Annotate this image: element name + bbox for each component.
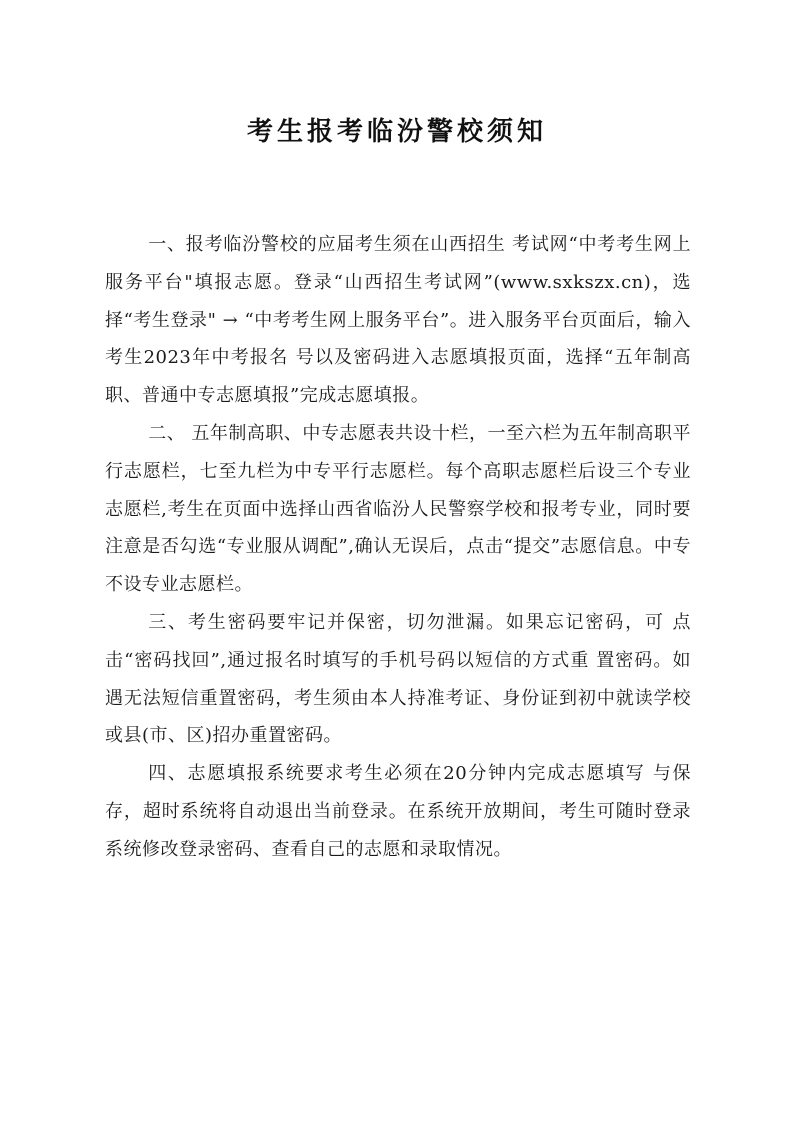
paragraph-4: 四、志愿填报系统要求考生必须在20分钟内完成志愿填写 与保存，超时系统将自动退出当前登录。在系统开放期间，考生可随时登录系统修改登录密码、查看自己的志愿和录取情况。 [105,763,691,860]
paragraph-3: 三、考生密码要牢记并保密，切勿泄漏。如果忘记密码，可 点击“密码找回”,通过报名时填写的手机号码以短信的方式重 置密码。如遇无法短信重置密码，考生须由本人持准考证、身份证到初中就读学校或县(市、区)招办重置密码。 [105,611,691,747]
document-title: 考生报考临汾警校须知 [246,117,547,147]
document-body [105,226,691,869]
paragraph-1: 一、报考临汾警校的应届考生须在山西招生 考试网“中考考生网上服务平台"填报志愿。登录“山西招生考试网”(www.sxkszx.cn)，选择“考生登录" → “中考考生网上服务平台”。进入服务平台页面后，输入考生2023年中考报名 号以及密码进入志愿填报页面，选择“五年制高职、普通中专志愿填报”完成志愿填报。 [105,234,691,407]
paragraph-2: 二、 五年制高职、中专志愿表共设十栏，一至六栏为五年制高职平行志愿栏，七至九栏为中专平行志愿栏。每个高职志愿栏后设三个专业志愿栏,考生在页面中选择山西省临汾人民警察学校和报考专业，同时要注意是否勾选“专业服从调配”,确认无误后，点击“提交”志愿信息。中专不设专业志愿栏。 [105,422,691,596]
